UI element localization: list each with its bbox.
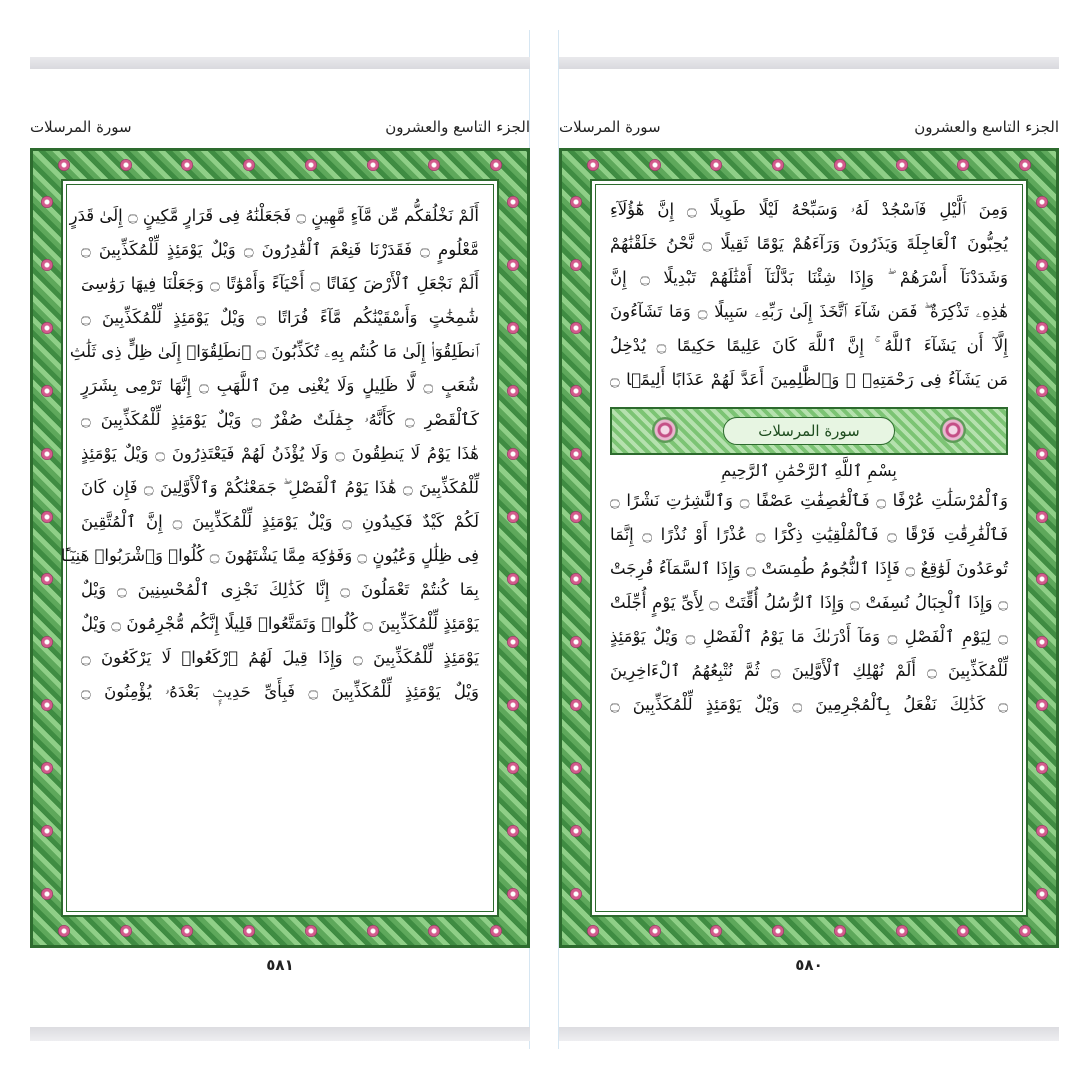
text-area [590,179,1028,917]
frame-ornament-left [564,171,588,925]
verse-line: إِلَّآ أَن يَشَآءَ ٱللَّهُ ۚ إِنَّ ٱللَّهَ كَانَ عَلِيمًا حَكِيمًا ۝ يُدْخِلُ [610,336,1009,355]
verse-line: ۝ وَإِذَا ٱلْجِبَالُ نُسِفَتْ ۝ وَإِذَا ٱلرُّسُلُ أُقِّتَتْ ۝ لِأَىِّ يَوْمٍ أُجِّلَتْ [610,593,1008,612]
flower-ornament-icon [507,699,519,711]
flower-ornament-icon [1036,699,1048,711]
flower-ornament-icon [1036,385,1048,397]
flower-ornament-icon [570,573,582,585]
frame-ornament-bottom [562,919,1056,943]
flower-ornament-icon [834,159,846,171]
verse-line: وَمِنَ ٱلَّيْلِ فَٱسْجُدْ لَهُۥ وَسَبِّحْهُ لَيْلًا طَوِيلًا ۝ إِنَّ هَٰٓؤُلَآءِ [610,200,1008,219]
juz-header: الجزء التاسع والعشرون [385,118,530,136]
verse-line: بِمَا كُنتُمْ تَعْمَلُونَ ۝ إِنَّا كَذَٰلِكَ نَجْزِى ٱلْمُحْسِنِينَ ۝ وَيْلٌ [81,580,479,599]
flower-ornament-icon [570,699,582,711]
flower-ornament-icon [570,448,582,460]
flower-ornament-icon [710,159,722,171]
surah-title-banner [610,407,1008,455]
flower-ornament-icon [507,573,519,585]
flower-ornament-icon [41,636,53,648]
flower-ornament-icon [41,825,53,837]
verse-line: هَٰذَا يَوْمُ لَا يَنطِقُونَ ۝ وَلَا يُؤْذَنُ لَهُمْ فَيَعْتَذِرُونَ ۝ وَيْلٌ يَوْمَئِذٍ [81,444,480,463]
flower-ornament-icon [834,925,846,937]
verse-lines-bottom [610,484,1008,722]
flower-ornament-icon [570,762,582,774]
page-number: ٥٨٠ [795,956,823,974]
frame-ornament-bottom [33,919,527,943]
flower-ornament-icon [570,196,582,208]
flower-ornament-icon [58,159,70,171]
flower-ornament-icon [41,699,53,711]
flower-ornament-icon [1036,511,1048,523]
page-bottom-bar [30,1027,530,1041]
flower-ornament-icon [1036,825,1048,837]
flower-ornament-icon [41,762,53,774]
verse-line: شَٰمِخَٰتٍ وَأَسْقَيْنَٰكُم مَّآءً فُرَاتًا ۝ وَيْلٌ يَوْمَئِذٍ لِّلْمُكَذِّبِينَ ۝ [81,308,479,327]
frame-ornament-right [501,171,525,925]
flower-ornament-icon [243,925,255,937]
flower-ornament-icon [490,925,502,937]
flower-ornament-icon [428,925,440,937]
flower-ornament-icon [1036,259,1048,271]
verse-line: أَلَمْ نَجْعَلِ ٱلْأَرْضَ كِفَاتًا ۝ أَحْيَآءً وَأَمْوَٰتًا ۝ وَجَعَلْنَا فِيهَا رَوَٰسِىَ [81,274,479,293]
flower-ornament-icon [1036,762,1048,774]
flower-ornament-icon [507,511,519,523]
verse-line: يَوْمَئِذٍ لِّلْمُكَذِّبِينَ ۝ كُلُوا۟ وَتَمَتَّعُوا۟ قَلِيلًا إِنَّكُم مُّجْرِمُونَ ۝ وَيْلٌ [81,614,479,633]
flower-ornament-icon [41,196,53,208]
flower-ornament-icon [570,511,582,523]
verse-line: هَٰذِهِۦ تَذْكِرَةٌ ۖ فَمَن شَآءَ ٱتَّخَذَ إِلَىٰ رَبِّهِۦ سَبِيلًا ۝ وَمَا تَشَآءُونَ [610,302,1008,321]
text-area [61,179,499,917]
frame-ornament-top [33,153,527,177]
flower-ornament-icon [570,322,582,334]
flower-ornament-icon [570,636,582,648]
surah-header: سورة المرسلات [30,118,132,136]
verse-line: لَكُمْ كَيْدٌ فَكِيدُونِ ۝ وَيْلٌ يَوْمَئِذٍ لِّلْمُكَذِّبِينَ ۝ إِنَّ ٱلْمُتَّقِينَ [81,512,479,531]
flower-ornament-icon [41,888,53,900]
flower-ornament-icon [957,925,969,937]
verse-line: ٱنطَلِقُوٓا۟ إِلَىٰ مَا كُنتُم بِهِۦ تُكَذِّبُونَ ۝ ٱنطَلِقُوٓا۟ إِلَىٰ ظِلٍّ ذِى ثَلَٰثِ [69,342,479,361]
verse-line: يُحِبُّونَ ٱلْعَاجِلَةَ وَيَذَرُونَ وَرَآءَهُمْ يَوْمًا ثَقِيلًا ۝ نَّحْنُ خَلَقْنَٰهُمْ [610,234,1008,253]
flower-ornament-icon [507,825,519,837]
medallion-ornament-icon [652,417,678,443]
flower-ornament-icon [41,573,53,585]
flower-ornament-icon [41,259,53,271]
flower-ornament-icon [507,448,519,460]
flower-ornament-icon [305,159,317,171]
flower-ornament-icon [507,762,519,774]
flower-ornament-icon [587,159,599,171]
flower-ornament-icon [41,511,53,523]
verse-line: مَن يَشَآءُ فِى رَحْمَتِهِۦ ۚ وَٱلظَّٰلِمِينَ أَعَدَّ لَهُمْ عَذَابًا أَلِيمًۢا ۝ [610,370,1008,389]
flower-ornament-icon [570,825,582,837]
verse-line: وَشَدَدْنَآ أَسْرَهُمْ ۖ وَإِذَا شِئْنَا بَدَّلْنَآ أَمْثَٰلَهُمْ تَبْدِيلًا ۝ إِنَّ [610,268,1008,287]
verse-line: تُوعَدُونَ لَوَٰقِعٌ ۝ فَإِذَا ٱلنُّجُومُ طُمِسَتْ ۝ وَإِذَا ٱلسَّمَآءُ فُرِجَتْ [610,559,1008,578]
flower-ornament-icon [772,159,784,171]
verse-line: كَٱلْقَصْرِ ۝ كَأَنَّهُۥ جِمَٰلَتٌ صُفْرٌ ۝ وَيْلٌ يَوْمَئِذٍ لِّلْمُكَذِّبِينَ ۝ [81,410,479,429]
flower-ornament-icon [507,259,519,271]
verse-line: وَيْلٌ يَوْمَئِذٍ لِّلْمُكَذِّبِينَ ۝ فَبِأَىِّ حَدِيثٍۭ بَعْدَهُۥ يُؤْمِنُونَ ۝ [81,682,479,701]
flower-ornament-icon [649,925,661,937]
flower-ornament-icon [305,925,317,937]
verse-line: فَٱلْفَٰرِقَٰتِ فَرْقًا ۝ فَٱلْمُلْقِيَٰتِ ذِكْرًا ۝ عُذْرًا أَوْ نُذْرًا ۝ إِنَّمَا [610,525,1008,544]
verse-line: ۝ لِيَوْمِ ٱلْفَصْلِ ۝ وَمَآ أَدْرَىٰكَ مَا يَوْمُ ٱلْفَصْلِ ۝ وَيْلٌ يَوْمَئِذٍ [610,627,1009,646]
page-number: ٥٨١ [266,956,294,974]
flower-ornament-icon [181,925,193,937]
flower-ornament-icon [957,159,969,171]
frame-ornament-left [35,171,59,925]
verse-line: شُعَبٍ ۝ لَّا ظَلِيلٍ وَلَا يُغْنِى مِنَ ٱللَّهَبِ ۝ إِنَّهَا تَرْمِى بِشَرَرٍ [81,376,479,395]
flower-ornament-icon [1036,322,1048,334]
verse-line: وَٱلْمُرْسَلَٰتِ عُرْفًا ۝ فَٱلْعَٰصِفَٰتِ عَصْفًا ۝ وَٱلنَّٰشِرَٰتِ نَشْرًا ۝ [610,491,1009,510]
frame-ornament-right [1030,171,1054,925]
flower-ornament-icon [570,259,582,271]
flower-ornament-icon [1036,636,1048,648]
page-top-bar [30,57,530,69]
flower-ornament-icon [507,888,519,900]
flower-ornament-icon [649,159,661,171]
mushaf-page-left [30,0,530,1079]
flower-ornament-icon [428,159,440,171]
surah-title: سورة المرسلات [723,417,895,445]
flower-ornament-icon [570,385,582,397]
flower-ornament-icon [507,636,519,648]
verse-line: أَلَمْ نَخْلُقكُّم مِّن مَّآءٍ مَّهِينٍ ۝ فَجَعَلْنَٰهُ فِى قَرَارٍ مَّكِينٍ ۝ إِلَىٰ قَدَرٍ [69,206,479,225]
frame-ornament-top [562,153,1056,177]
medallion-ornament-icon [940,417,966,443]
verse-line: يَوْمَئِذٍ لِّلْمُكَذِّبِينَ ۝ وَإِذَا قِيلَ لَهُمُ ٱرْكَعُوا۟ لَا يَرْكَعُونَ ۝ [81,648,479,667]
mushaf-page-right [559,0,1059,1079]
flower-ornament-icon [1036,888,1048,900]
flower-ornament-icon [1036,448,1048,460]
flower-ornament-icon [587,925,599,937]
flower-ornament-icon [367,159,379,171]
verse-lines-top [610,193,1008,397]
flower-ornament-icon [120,159,132,171]
flower-ornament-icon [490,159,502,171]
surah-header: سورة المرسلات [559,118,661,136]
page-top-bar [559,57,1059,69]
flower-ornament-icon [570,888,582,900]
verse-line: فِى ظِلَٰلٍ وَعُيُونٍ ۝ وَفَوَٰكِهَ مِمَّا يَشْتَهُونَ ۝ كُلُوا۟ وَٱشْرَبُوا۟ هَنِيٓـًٔا [60,546,479,565]
basmala: بِسْمِ ٱللَّهِ ٱلرَّحْمَٰنِ ٱلرَّحِيمِ [721,461,897,480]
flower-ornament-icon [1036,196,1048,208]
verse-line: لِّلْمُكَذِّبِينَ ۝ أَلَمْ نُهْلِكِ ٱلْأَوَّلِينَ ۝ ثُمَّ نُتْبِعُهُمُ ٱلْءَاخِرِينَ [610,661,1008,680]
ornamental-frame [559,148,1059,948]
flower-ornament-icon [507,322,519,334]
verse-line: لِّلْمُكَذِّبِينَ ۝ هَٰذَا يَوْمُ ٱلْفَصْلِ ۖ جَمَعْنَٰكُمْ وَٱلْأَوَّلِينَ ۝ فَإِن كَانَ [81,478,479,497]
juz-header: الجزء التاسع والعشرون [914,118,1059,136]
verse-lines [60,199,480,709]
flower-ornament-icon [507,196,519,208]
flower-ornament-icon [1036,573,1048,585]
flower-ornament-icon [41,385,53,397]
ornamental-frame [30,148,530,948]
flower-ornament-icon [58,925,70,937]
verse-line: مَّعْلُومٍ ۝ فَقَدَرْنَا فَنِعْمَ ٱلْقَٰدِرُونَ ۝ وَيْلٌ يَوْمَئِذٍ لِّلْمُكَذِّبِينَ ۝ [81,240,479,259]
verse-line: ۝ كَذَٰلِكَ نَفْعَلُ بِٱلْمُجْرِمِينَ ۝ وَيْلٌ يَوْمَئِذٍ لِّلْمُكَذِّبِينَ ۝ [610,695,1008,714]
flower-ornament-icon [1019,925,1031,937]
flower-ornament-icon [772,925,784,937]
flower-ornament-icon [41,448,53,460]
flower-ornament-icon [120,925,132,937]
flower-ornament-icon [1019,159,1031,171]
flower-ornament-icon [896,925,908,937]
flower-ornament-icon [507,385,519,397]
flower-ornament-icon [41,322,53,334]
flower-ornament-icon [181,159,193,171]
flower-ornament-icon [243,159,255,171]
flower-ornament-icon [896,159,908,171]
flower-ornament-icon [710,925,722,937]
flower-ornament-icon [367,925,379,937]
page-bottom-bar [559,1027,1059,1041]
